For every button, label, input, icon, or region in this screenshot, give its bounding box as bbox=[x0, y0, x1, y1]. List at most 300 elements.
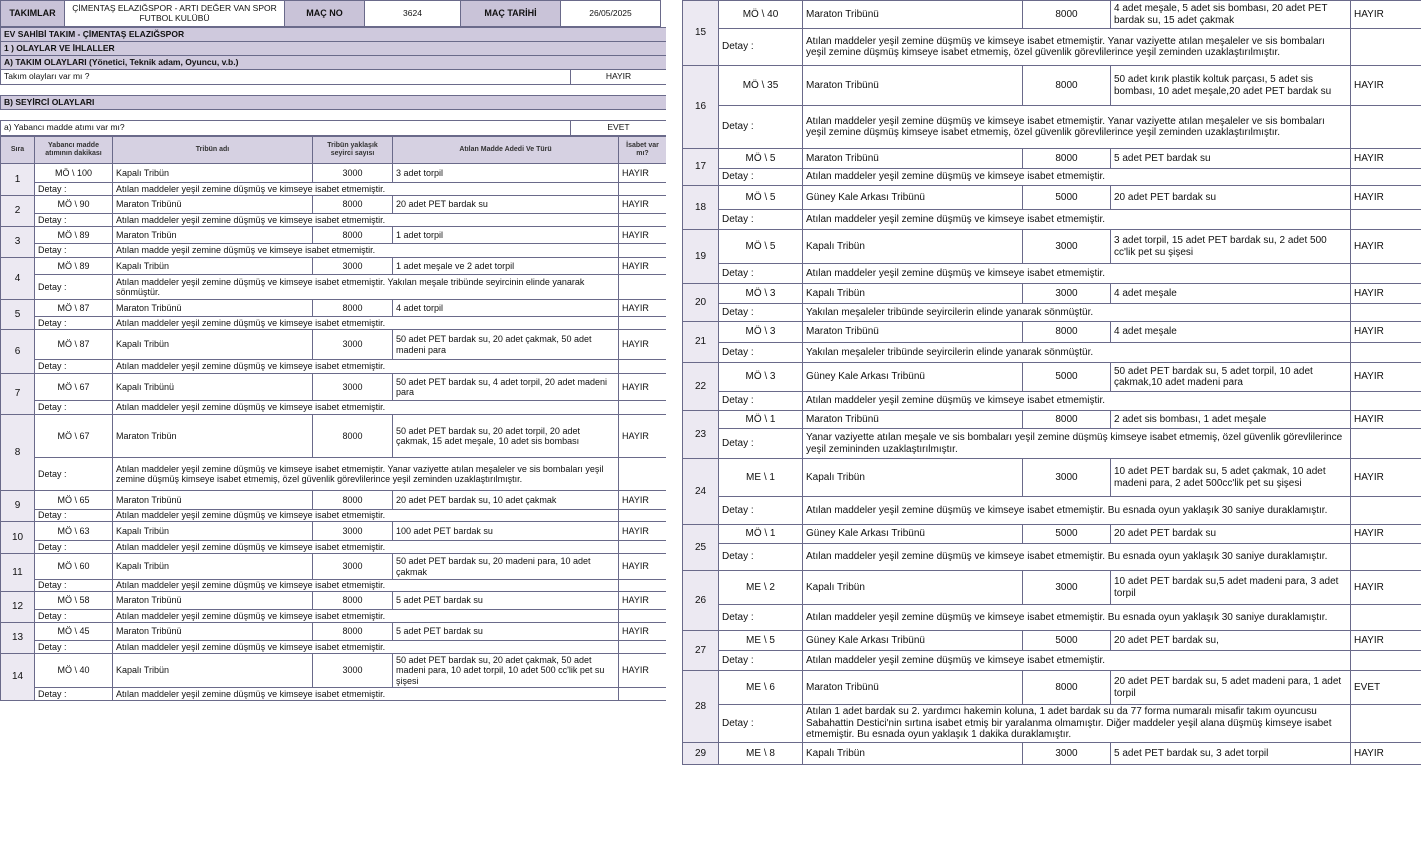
incident-stand: Kapalı Tribün bbox=[113, 330, 313, 360]
incident-row bbox=[1, 227, 667, 244]
incident-items: 20 adet PET bardak su bbox=[1111, 186, 1351, 210]
incident-no: 7 bbox=[1, 374, 35, 415]
incident-hit: HAYIR bbox=[1351, 363, 1421, 392]
incident-hit: HAYIR bbox=[1351, 230, 1421, 264]
incident-detail-row bbox=[683, 605, 1421, 631]
incident-items: 5 adet PET bardak su bbox=[393, 592, 619, 610]
incident-stand: Güney Kale Arkası Tribünü bbox=[803, 631, 1023, 651]
detail-empty bbox=[619, 510, 667, 522]
incident-items: 2 adet sis bombası, 1 adet meşale bbox=[1111, 411, 1351, 429]
incident-row bbox=[683, 411, 1421, 429]
incident-detail: Atılan maddeler yeşil zemine düşmüş ve kimseye isabet etmemiştir. Bu esnada oyun yaklaşık 30 saniye duraklamıştır. bbox=[803, 544, 1351, 571]
events-band: 1 ) OLAYLAR VE İHLALLER bbox=[1, 42, 667, 56]
incident-detail: Atılan maddeler yeşil zemine düşmüş ve kimseye isabet etmemiştir. bbox=[113, 317, 619, 330]
incident-stand: Kapalı Tribün bbox=[803, 571, 1023, 605]
incident-row bbox=[683, 671, 1421, 705]
incident-stand: Maraton Tribünü bbox=[803, 1, 1023, 29]
incident-hit: HAYIR bbox=[619, 374, 667, 401]
incident-minute: MÖ \ 87 bbox=[35, 330, 113, 360]
incident-no: 15 bbox=[683, 1, 719, 66]
incident-detail-row bbox=[683, 429, 1421, 459]
incident-no: 29 bbox=[683, 743, 719, 765]
incident-detail: Atılan maddeler yeşil zemine düşmüş ve kimseye isabet etmemiştir. bbox=[113, 510, 619, 522]
match-no-value: 3624 bbox=[365, 1, 461, 27]
incident-items: 20 adet PET bardak su, 10 adet çakmak bbox=[393, 491, 619, 510]
incident-detail-row bbox=[683, 392, 1421, 411]
incident-no: 28 bbox=[683, 671, 719, 743]
detail-empty bbox=[1351, 304, 1421, 322]
detail-empty bbox=[619, 458, 667, 491]
col-minute: Yabancı madde atımının dakikası bbox=[35, 137, 113, 164]
col-items: Atılan Madde Adedi Ve Türü bbox=[393, 137, 619, 164]
incident-row bbox=[683, 284, 1421, 304]
incident-detail: Atılan maddeler yeşil zemine düşmüş ve kimseye isabet etmemiştir. Yanar vaziyette atılan meşaleler ve sis bombaları yeşil zemine düşmüş kimseye isabet etmemiş, özel güvenlik görevlilerince yeşil zeminden uzaklaştırılmıştır. bbox=[803, 29, 1351, 66]
detail-empty bbox=[1351, 705, 1421, 743]
incident-row bbox=[1, 330, 667, 360]
incident-stand: Maraton Tribünü bbox=[113, 592, 313, 610]
incident-no: 24 bbox=[683, 459, 719, 525]
detail-empty bbox=[1351, 429, 1421, 459]
incidents-table-right bbox=[682, 0, 1421, 765]
match-date-value: 26/05/2025 bbox=[561, 1, 661, 27]
incident-stand: Maraton Tribünü bbox=[113, 623, 313, 641]
incident-minute: MÖ \ 1 bbox=[719, 411, 803, 429]
incident-stand: Maraton Tribünü bbox=[803, 411, 1023, 429]
detail-label: Detay : bbox=[719, 106, 803, 149]
incident-no: 16 bbox=[683, 66, 719, 149]
teams-value: ÇİMENTAŞ ELAZIĞSPOR - ARTI DEĞER VAN SPOR FUTBOL KULÜBÜ bbox=[65, 1, 285, 27]
incident-hit: HAYIR bbox=[619, 196, 667, 214]
detail-empty bbox=[619, 360, 667, 374]
incident-minute: MÖ \ 67 bbox=[35, 374, 113, 401]
detail-empty bbox=[1351, 651, 1421, 671]
incident-hit: HAYIR bbox=[1351, 571, 1421, 605]
incident-crowd: 8000 bbox=[313, 491, 393, 510]
incident-row bbox=[683, 571, 1421, 605]
detail-label: Detay : bbox=[719, 304, 803, 322]
incident-stand: Kapalı Tribün bbox=[113, 654, 313, 688]
incident-crowd: 8000 bbox=[313, 300, 393, 317]
incident-no: 18 bbox=[683, 186, 719, 230]
detail-empty bbox=[1351, 392, 1421, 411]
col-stand: Tribün adı bbox=[113, 137, 313, 164]
incident-crowd: 5000 bbox=[1023, 525, 1111, 544]
incident-minute: MÖ \ 100 bbox=[35, 164, 113, 183]
incident-detail-row bbox=[1, 541, 667, 554]
incident-no: 23 bbox=[683, 411, 719, 459]
incident-stand: Kapalı Tribün bbox=[113, 554, 313, 580]
incident-hit: HAYIR bbox=[1351, 1, 1421, 29]
incident-hit: HAYIR bbox=[1351, 284, 1421, 304]
incident-minute: MÖ \ 5 bbox=[719, 230, 803, 264]
incident-minute: ME \ 1 bbox=[719, 459, 803, 497]
incident-hit: HAYIR bbox=[619, 654, 667, 688]
incident-crowd: 3000 bbox=[313, 164, 393, 183]
incident-no: 20 bbox=[683, 284, 719, 322]
incident-stand: Maraton Tribün bbox=[113, 415, 313, 458]
incident-minute: MÖ \ 45 bbox=[35, 623, 113, 641]
incident-hit: HAYIR bbox=[619, 592, 667, 610]
incident-items: 50 adet PET bardak su, 20 adet çakmak, 50 adet madeni para bbox=[393, 330, 619, 360]
incident-hit: HAYIR bbox=[1351, 322, 1421, 343]
incident-no: 1 bbox=[1, 164, 35, 196]
incident-crowd: 3000 bbox=[313, 258, 393, 275]
detail-label: Detay : bbox=[35, 688, 113, 701]
col-no: Sıra bbox=[1, 137, 35, 164]
detail-label: Detay : bbox=[35, 244, 113, 258]
incident-detail-row bbox=[683, 210, 1421, 230]
detail-empty bbox=[619, 541, 667, 554]
detail-empty bbox=[619, 183, 667, 196]
detail-label: Detay : bbox=[35, 541, 113, 554]
detail-empty bbox=[619, 688, 667, 701]
detail-label: Detay : bbox=[35, 360, 113, 374]
detail-empty bbox=[619, 610, 667, 623]
incident-stand: Maraton Tribün bbox=[113, 227, 313, 244]
detail-label: Detay : bbox=[719, 544, 803, 571]
detail-label: Detay : bbox=[719, 264, 803, 284]
incident-detail-row bbox=[683, 106, 1421, 149]
incident-no: 6 bbox=[1, 330, 35, 374]
incident-no: 4 bbox=[1, 258, 35, 300]
incident-hit: EVET bbox=[1351, 671, 1421, 705]
incident-hit: HAYIR bbox=[619, 164, 667, 183]
incident-items: 5 adet PET bardak su, 3 adet torpil bbox=[1111, 743, 1351, 765]
detail-empty bbox=[1351, 106, 1421, 149]
incident-crowd: 8000 bbox=[313, 415, 393, 458]
incident-items: 1 adet torpil bbox=[393, 227, 619, 244]
incident-detail-row bbox=[1, 688, 667, 701]
incident-minute: MÖ \ 5 bbox=[719, 186, 803, 210]
incident-items: 20 adet PET bardak su, bbox=[1111, 631, 1351, 651]
incident-detail: Atılan maddeler yeşil zemine düşmüş ve kimseye isabet etmemiştir. bbox=[113, 401, 619, 415]
incident-crowd: 8000 bbox=[313, 592, 393, 610]
incident-no: 8 bbox=[1, 415, 35, 491]
foreign-object-question: a) Yabancı madde atımı var mı? bbox=[1, 121, 571, 136]
home-team-band: EV SAHİBİ TAKIM - ÇİMENTAŞ ELAZIĞSPOR bbox=[1, 28, 667, 42]
incident-detail: Atılan maddeler yeşil zemine düşmüş ve kimseye isabet etmemiştir. bbox=[113, 183, 619, 196]
incident-crowd: 8000 bbox=[1023, 671, 1111, 705]
incident-detail-row bbox=[1, 510, 667, 522]
incident-detail-row bbox=[683, 343, 1421, 363]
incidents-table-left bbox=[0, 136, 666, 701]
incident-row bbox=[683, 363, 1421, 392]
detail-empty bbox=[1351, 210, 1421, 230]
incident-hit: HAYIR bbox=[619, 330, 667, 360]
incident-crowd: 8000 bbox=[313, 623, 393, 641]
incident-detail: Atılan maddeler yeşil zemine düşmüş ve kimseye isabet etmemiştir. bbox=[803, 264, 1351, 284]
incident-row bbox=[683, 459, 1421, 497]
incident-minute: MÖ \ 60 bbox=[35, 554, 113, 580]
detail-empty bbox=[1351, 544, 1421, 571]
detail-label: Detay : bbox=[719, 705, 803, 743]
incident-no: 9 bbox=[1, 491, 35, 522]
incident-detail: Atılan maddeler yeşil zemine düşmüş ve kimseye isabet etmemiştir. bbox=[113, 610, 619, 623]
fan-events-band: B) SEYİRCİ OLAYLARI bbox=[1, 96, 667, 110]
foreign-object-answer: EVET bbox=[571, 121, 667, 136]
incident-hit: HAYIR bbox=[1351, 411, 1421, 429]
incident-row bbox=[683, 525, 1421, 544]
incident-hit: HAYIR bbox=[1351, 631, 1421, 651]
incident-row bbox=[1, 415, 667, 458]
incident-detail: Atılan maddeler yeşil zemine düşmüş ve kimseye isabet etmemiştir. bbox=[803, 169, 1351, 186]
incident-crowd: 3000 bbox=[313, 654, 393, 688]
incident-minute: MÖ \ 65 bbox=[35, 491, 113, 510]
incident-minute: MÖ \ 90 bbox=[35, 196, 113, 214]
incident-minute: ME \ 8 bbox=[719, 743, 803, 765]
incident-stand: Kapalı Tribün bbox=[803, 284, 1023, 304]
incident-detail-row bbox=[1, 458, 667, 491]
detail-empty bbox=[1351, 497, 1421, 525]
incident-stand: Maraton Tribünü bbox=[803, 66, 1023, 106]
incident-minute: MÖ \ 67 bbox=[35, 415, 113, 458]
incident-row bbox=[1, 522, 667, 541]
detail-label: Detay : bbox=[719, 497, 803, 525]
match-no-label: MAÇ NO bbox=[285, 1, 365, 27]
incident-minute: MÖ \ 3 bbox=[719, 363, 803, 392]
incident-stand: Maraton Tribünü bbox=[803, 322, 1023, 343]
incident-items: 50 adet PET bardak su, 20 madeni para, 10 adet çakmak bbox=[393, 554, 619, 580]
incident-hit: HAYIR bbox=[619, 522, 667, 541]
incident-detail-row bbox=[1, 214, 667, 227]
incident-row bbox=[1, 592, 667, 610]
incident-minute: MÖ \ 1 bbox=[719, 525, 803, 544]
incident-minute: ME \ 2 bbox=[719, 571, 803, 605]
incident-detail-row bbox=[1, 641, 667, 654]
detail-label: Detay : bbox=[719, 392, 803, 411]
incident-detail: Atılan maddeler yeşil zemine düşmüş ve kimseye isabet etmemiştir. Yakılan meşale tribünde seyircinin elinde yanarak sönmüştür. bbox=[113, 275, 619, 300]
incident-no: 19 bbox=[683, 230, 719, 284]
incident-row bbox=[1, 258, 667, 275]
incident-detail: Atılan maddeler yeşil zemine düşmüş ve kimseye isabet etmemiştir. Yanar vaziyette atılan meşaleler ve sis bombaları yeşil zemine düşmüş kimseye isabet etmemiş, özel güvenlik görevlilerince yeşil zeminden uzaklaştırılmıştır. bbox=[803, 106, 1351, 149]
incident-detail: Atılan maddeler yeşil zemine düşmüş ve kimseye isabet etmemiştir. bbox=[113, 541, 619, 554]
teams-label: TAKIMLAR bbox=[1, 1, 65, 27]
incident-no: 5 bbox=[1, 300, 35, 330]
incident-minute: MÖ \ 3 bbox=[719, 284, 803, 304]
incident-hit: HAYIR bbox=[619, 623, 667, 641]
incident-detail: Yakılan meşaleler tribünde seyircilerin elinde yanarak sönmüştür. bbox=[803, 343, 1351, 363]
incident-detail: Atılan maddeler yeşil zemine düşmüş ve kimseye isabet etmemiştir. bbox=[113, 214, 619, 227]
incident-crowd: 8000 bbox=[313, 227, 393, 244]
incident-row bbox=[1, 491, 667, 510]
incident-stand: Kapalı Tribün bbox=[113, 258, 313, 275]
detail-empty bbox=[619, 580, 667, 592]
incident-detail-row bbox=[683, 304, 1421, 322]
incident-items: 10 adet PET bardak su,5 adet madeni para, 3 adet torpil bbox=[1111, 571, 1351, 605]
detail-label: Detay : bbox=[35, 580, 113, 592]
incident-detail: Yakılan meşaleler tribünde seyircilerin elinde yanarak sönmüştür. bbox=[803, 304, 1351, 322]
incident-no: 2 bbox=[1, 196, 35, 227]
incident-stand: Kapalı Tribün bbox=[803, 743, 1023, 765]
incident-detail-row bbox=[683, 264, 1421, 284]
incident-items: 4 adet meşale bbox=[1111, 322, 1351, 343]
incident-detail: Atılan madde yeşil zemine düşmüş ve kimseye isabet etmemiştir. bbox=[113, 244, 619, 258]
incident-detail-row bbox=[683, 497, 1421, 525]
incident-no: 17 bbox=[683, 149, 719, 186]
incident-row bbox=[1, 300, 667, 317]
incident-items: 100 adet PET bardak su bbox=[393, 522, 619, 541]
incident-detail: Atılan maddeler yeşil zemine düşmüş ve kimseye isabet etmemiştir. bbox=[803, 392, 1351, 411]
incident-crowd: 3000 bbox=[1023, 459, 1111, 497]
incident-no: 10 bbox=[1, 522, 35, 554]
incident-stand: Maraton Tribünü bbox=[803, 149, 1023, 169]
detail-label: Detay : bbox=[35, 183, 113, 196]
incident-minute: MÖ \ 40 bbox=[35, 654, 113, 688]
incident-no: 12 bbox=[1, 592, 35, 623]
incident-items: 3 adet torpil bbox=[393, 164, 619, 183]
detail-label: Detay : bbox=[719, 429, 803, 459]
detail-empty bbox=[619, 401, 667, 415]
match-date-label: MAÇ TARİHİ bbox=[461, 1, 561, 27]
incident-detail: Atılan maddeler yeşil zemine düşmüş ve kimseye isabet etmemiştir. Bu esnada oyun yaklaşık 30 saniye duraklamıştır. bbox=[803, 605, 1351, 631]
incident-detail: Atılan maddeler yeşil zemine düşmüş ve kimseye isabet etmemiştir. bbox=[113, 641, 619, 654]
detail-label: Detay : bbox=[719, 651, 803, 671]
incident-row bbox=[683, 230, 1421, 264]
sections-table bbox=[0, 27, 666, 136]
incident-detail-row bbox=[683, 705, 1421, 743]
incident-crowd: 8000 bbox=[1023, 1, 1111, 29]
incident-crowd: 8000 bbox=[1023, 322, 1111, 343]
incident-stand: Kapalı Tribünü bbox=[113, 374, 313, 401]
incident-hit: HAYIR bbox=[619, 258, 667, 275]
incident-row bbox=[1, 374, 667, 401]
incident-no: 25 bbox=[683, 525, 719, 571]
incident-minute: MÖ \ 89 bbox=[35, 258, 113, 275]
detail-empty bbox=[1351, 169, 1421, 186]
incident-minute: MÖ \ 3 bbox=[719, 322, 803, 343]
incident-minute: MÖ \ 58 bbox=[35, 592, 113, 610]
incident-items: 10 adet PET bardak su, 5 adet çakmak, 10 adet madeni para, 2 adet 500cc'lik pet su şişesi bbox=[1111, 459, 1351, 497]
incident-detail: Atılan maddeler yeşil zemine düşmüş ve kimseye isabet etmemiştir. bbox=[803, 651, 1351, 671]
incident-no: 27 bbox=[683, 631, 719, 671]
incident-minute: MÖ \ 63 bbox=[35, 522, 113, 541]
team-events-band: A) TAKIM OLAYLARI (Yönetici, Teknik adam, Oyuncu, v.b.) bbox=[1, 56, 667, 70]
incident-row bbox=[683, 149, 1421, 169]
report-page-right bbox=[682, 0, 1421, 844]
incident-items: 5 adet PET bardak su bbox=[1111, 149, 1351, 169]
incident-row bbox=[683, 631, 1421, 651]
incident-detail: Yanar vaziyette atılan meşale ve sis bombaları yeşil zemine düşmüş kimseye isabet etmemiş, özel güvenlik görevlilerince yeşil zemininden uzaklaştırılmıştır. bbox=[803, 429, 1351, 459]
incident-no: 3 bbox=[1, 227, 35, 258]
incident-items: 20 adet PET bardak su bbox=[393, 196, 619, 214]
incident-items: 50 adet PET bardak su, 20 adet çakmak, 50 adet madeni para, 10 adet torpil, 10 adet 500 cc'lik pet su şişesi bbox=[393, 654, 619, 688]
incident-hit: HAYIR bbox=[1351, 186, 1421, 210]
incident-minute: MÖ \ 40 bbox=[719, 1, 803, 29]
incident-minute: MÖ \ 35 bbox=[719, 66, 803, 106]
incident-row bbox=[683, 66, 1421, 106]
incident-no: 26 bbox=[683, 571, 719, 631]
incident-minute: MÖ \ 87 bbox=[35, 300, 113, 317]
report-page-left bbox=[0, 0, 666, 844]
detail-label: Detay : bbox=[719, 343, 803, 363]
incident-detail: Atılan maddeler yeşil zemine düşmüş ve kimseye isabet etmemiştir. bbox=[113, 688, 619, 701]
incident-row bbox=[683, 186, 1421, 210]
incident-no: 13 bbox=[1, 623, 35, 654]
incident-detail-row bbox=[1, 317, 667, 330]
incident-detail-row bbox=[683, 544, 1421, 571]
incident-minute: MÖ \ 89 bbox=[35, 227, 113, 244]
incident-detail-row bbox=[1, 580, 667, 592]
detail-label: Detay : bbox=[35, 610, 113, 623]
detail-empty bbox=[1351, 264, 1421, 284]
incident-crowd: 8000 bbox=[1023, 411, 1111, 429]
incident-items: 50 adet PET bardak su, 20 adet torpil, 20 adet çakmak, 15 adet meşale, 10 adet sis bombası bbox=[393, 415, 619, 458]
incident-crowd: 3000 bbox=[1023, 230, 1111, 264]
incident-detail: Atılan 1 adet bardak su 2. yardımcı hakemin koluna, 1 adet bardak su da 77 forma numaralı misafir takım oyuncusu Sabahattin Destici'nin sırtına isabet etmiş bir yaralanma olmamıştır. Diğer maddeler yeşil alana düşmüş kimseye isabet etmemiştir. Bu esnada oyun yaklaşık 1 dakika duraklamıştır. bbox=[803, 705, 1351, 743]
incident-items: 1 adet meşale ve 2 adet torpil bbox=[393, 258, 619, 275]
incident-items: 20 adet PET bardak su bbox=[1111, 525, 1351, 544]
incident-stand: Maraton Tribünü bbox=[113, 196, 313, 214]
incident-detail-row bbox=[683, 651, 1421, 671]
detail-label: Detay : bbox=[719, 169, 803, 186]
incident-detail: Atılan maddeler yeşil zemine düşmüş ve kimseye isabet etmemiştir. Yanar vaziyette atılan meşaleler ve sis bombaları yeşil zemine düşmüş kimseye isabet etmemiş, özel güvenlik görevlilerince yeşil zeminden uzaklaştırılmıştır. bbox=[113, 458, 619, 491]
detail-label: Detay : bbox=[35, 641, 113, 654]
incident-detail: Atılan maddeler yeşil zemine düşmüş ve kimseye isabet etmemiştir. bbox=[803, 210, 1351, 230]
incident-row bbox=[1, 164, 667, 183]
incident-items: 50 adet PET bardak su, 4 adet torpil, 20 adet madeni para bbox=[393, 374, 619, 401]
incident-crowd: 8000 bbox=[313, 196, 393, 214]
team-events-question: Takım olayları var mı ? bbox=[1, 70, 571, 85]
team-events-answer: HAYIR bbox=[571, 70, 667, 85]
incident-minute: ME \ 5 bbox=[719, 631, 803, 651]
incident-detail-row bbox=[1, 275, 667, 300]
incident-hit: HAYIR bbox=[619, 554, 667, 580]
col-hit: İsabet var mı? bbox=[619, 137, 667, 164]
incident-detail: Atılan maddeler yeşil zemine düşmüş ve kimseye isabet etmemiştir. bbox=[113, 360, 619, 374]
incident-detail: Atılan maddeler yeşil zemine düşmüş ve kimseye isabet etmemiştir. Bu esnada oyun yaklaşık 30 saniye duraklamıştır. bbox=[803, 497, 1351, 525]
detail-label: Detay : bbox=[35, 275, 113, 300]
incident-stand: Kapalı Tribün bbox=[803, 230, 1023, 264]
incident-items: 3 adet torpil, 15 adet PET bardak su, 2 adet 500 cc'lik pet su şişesi bbox=[1111, 230, 1351, 264]
detail-empty bbox=[619, 244, 667, 258]
incident-stand: Kapalı Tribün bbox=[803, 459, 1023, 497]
incident-detail-row bbox=[1, 244, 667, 258]
incident-stand: Kapalı Tribün bbox=[113, 522, 313, 541]
incident-items: 50 adet kırık plastik koltuk parçası, 5 adet sis bombası, 10 adet meşale,20 adet PET bardak su bbox=[1111, 66, 1351, 106]
detail-label: Detay : bbox=[719, 29, 803, 66]
incident-crowd: 3000 bbox=[1023, 284, 1111, 304]
detail-empty bbox=[1351, 343, 1421, 363]
incident-no: 14 bbox=[1, 654, 35, 701]
incident-items: 4 adet meşale bbox=[1111, 284, 1351, 304]
incident-hit: HAYIR bbox=[1351, 66, 1421, 106]
incident-items: 20 adet PET bardak su, 5 adet madeni para, 1 adet torpil bbox=[1111, 671, 1351, 705]
incident-crowd: 5000 bbox=[1023, 186, 1111, 210]
detail-label: Detay : bbox=[719, 605, 803, 631]
detail-empty bbox=[619, 275, 667, 300]
incident-detail-row bbox=[1, 401, 667, 415]
incident-stand: Güney Kale Arkası Tribünü bbox=[803, 186, 1023, 210]
incident-crowd: 3000 bbox=[1023, 743, 1111, 765]
incident-hit: HAYIR bbox=[619, 300, 667, 317]
incident-row bbox=[1, 554, 667, 580]
incident-stand: Maraton Tribünü bbox=[803, 671, 1023, 705]
incident-items: 50 adet PET bardak su, 5 adet torpil, 10 adet çakmak,10 adet madeni para bbox=[1111, 363, 1351, 392]
incident-row bbox=[1, 623, 667, 641]
incident-stand: Maraton Tribünü bbox=[113, 491, 313, 510]
detail-empty bbox=[619, 214, 667, 227]
detail-label: Detay : bbox=[35, 510, 113, 522]
incident-crowd: 8000 bbox=[1023, 66, 1111, 106]
incident-detail-row bbox=[1, 360, 667, 374]
incident-row bbox=[683, 322, 1421, 343]
incident-hit: HAYIR bbox=[1351, 525, 1421, 544]
incident-crowd: 3000 bbox=[313, 554, 393, 580]
incident-items: 4 adet meşale, 5 adet sis bombası, 20 adet PET bardak su, 15 adet çakmak bbox=[1111, 1, 1351, 29]
incident-row bbox=[683, 743, 1421, 765]
match-header-table bbox=[0, 0, 661, 27]
detail-empty bbox=[1351, 605, 1421, 631]
